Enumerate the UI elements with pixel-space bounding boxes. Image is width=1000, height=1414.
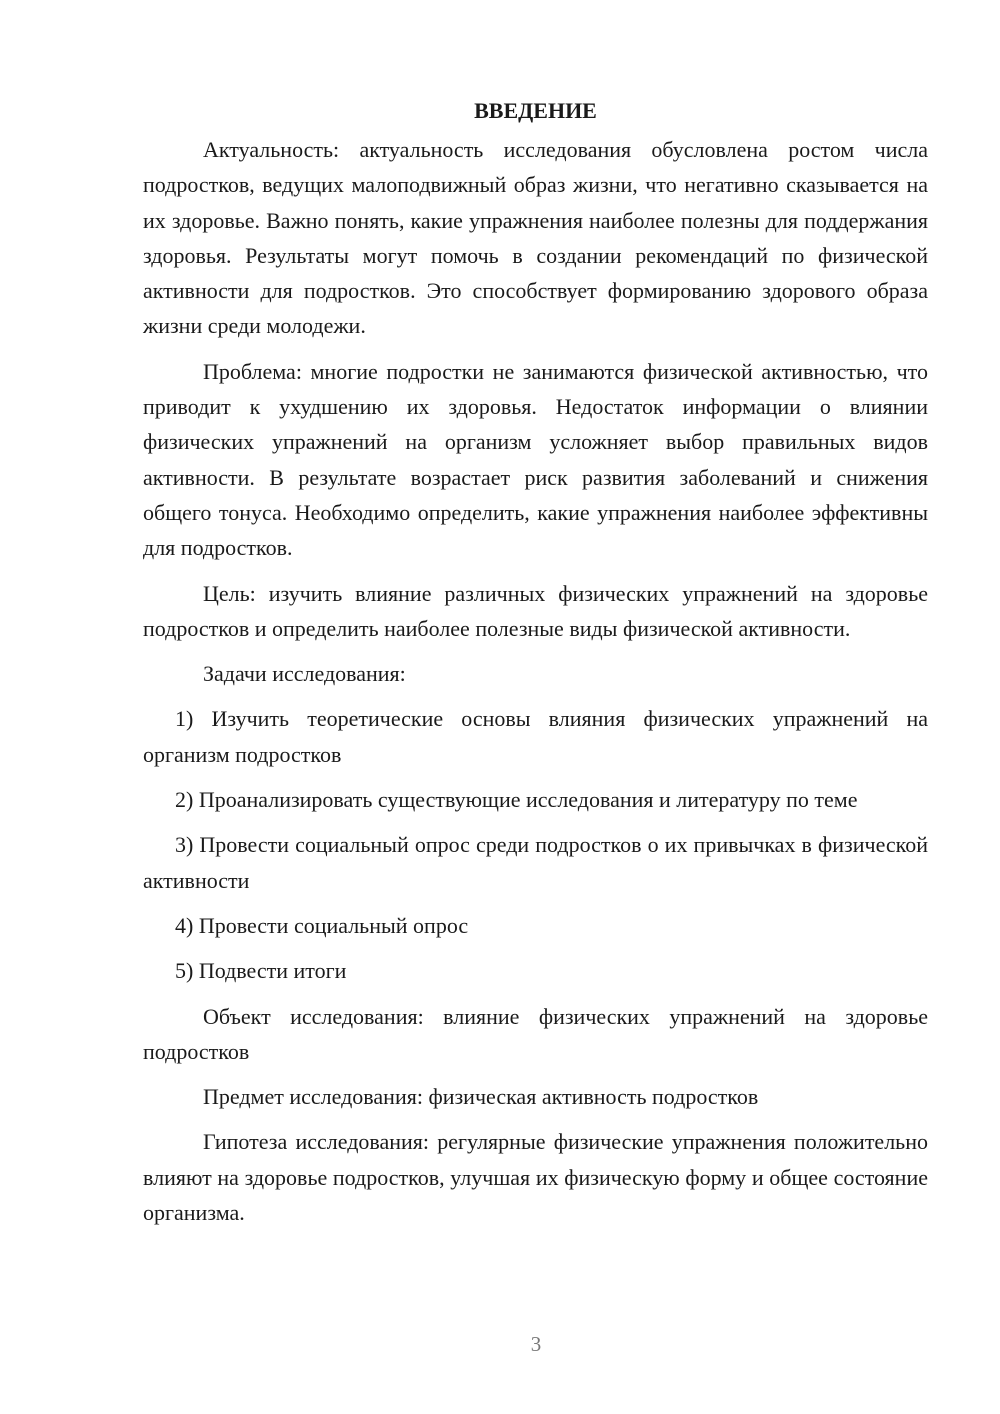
- hypothesis-paragraph: Гипотеза исследования: регулярные физические упражнения положительно влияют на здоровье подростков, улучшая их физическую форму и общее состояние организма.: [143, 1129, 928, 1226]
- task-item: 4) Провести социальный опрос: [175, 912, 469, 938]
- task-item: 5) Подвести итоги: [175, 958, 347, 984]
- section-title: ВВЕДЕНИЕ: [474, 98, 597, 123]
- object-paragraph: Объект исследования: влияние физических упражнений на здоровье подростков: [143, 1003, 928, 1064]
- task-item: 2) Проанализировать существующие исследования и литературу по теме: [175, 787, 858, 813]
- goal-paragraph: Цель: изучить влияние различных физических упражнений на здоровье подростков и определить наиболее полезные виды физической активности.: [143, 580, 928, 641]
- relevance-paragraph: Актуальность: актуальность исследования обусловлена ростом числа подростков, ведущих малоподвижный образ жизни, что негативно сказывается на их здоровье. Важно понять, какие упражнения наиболее полезны для поддержания здоровья. Результаты могут помочь в создании рекомендаций по физической активности для подростков. Это способствует формированию здорового образа жизни среди молодежи.: [143, 137, 928, 339]
- problem-paragraph: Проблема: многие подростки не занимаются физической активностью, что приводит к ухудшению их здоровья. Недостаток информации о влиянии физических упражнений на организм усложняет выбор правильных видов активности. В результате возрастает риск развития заболеваний и снижения общего тонуса. Необходимо определить, какие упражнения наиболее эффективны для подростков.: [143, 358, 928, 561]
- task-item: 3) Провести социальный опрос среди подростков о их привычках в физической активности: [143, 832, 928, 893]
- document-page: [143, 93, 928, 1240]
- subject-paragraph: Предмет исследования: физическая активность подростков: [203, 1084, 759, 1110]
- tasks-heading: Задачи исследования:: [203, 661, 406, 687]
- page-number: 3: [530, 1332, 542, 1356]
- task-item: 1) Изучить теоретические основы влияния физических упражнений на организм подростков: [143, 706, 928, 767]
